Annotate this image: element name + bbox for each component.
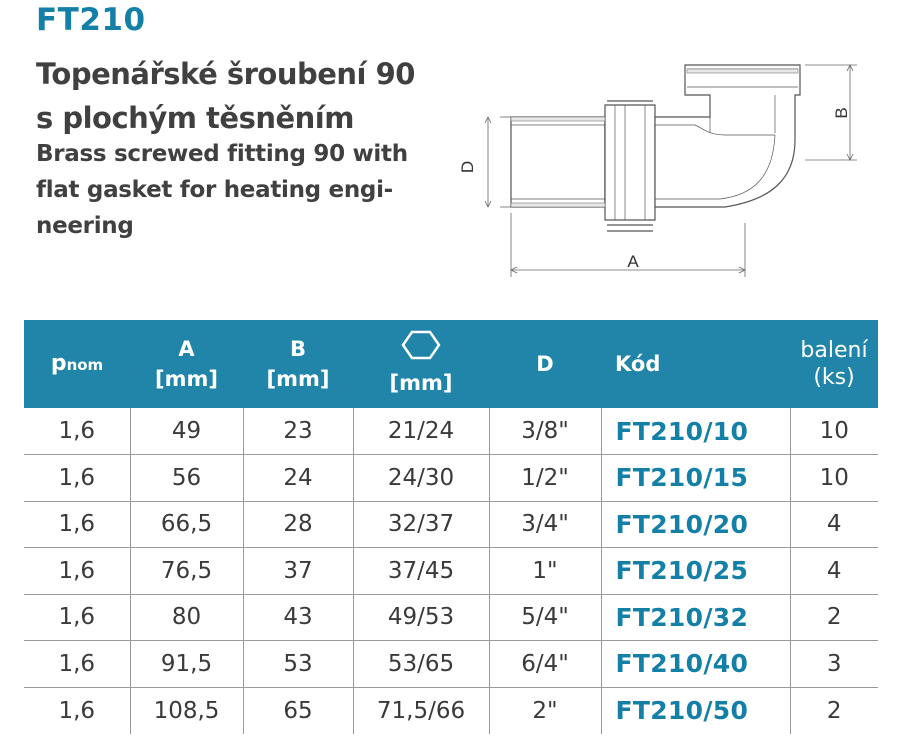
cell-a: 108,5 (130, 687, 243, 734)
hexagon-icon (353, 330, 489, 368)
product-specs-table (24, 320, 878, 734)
cell-d: 2" (489, 687, 601, 734)
title-czech-line-1: Topenářské šroubení 90 (36, 57, 415, 91)
header-a-label: A (178, 337, 195, 361)
cell-d: 1" (489, 548, 601, 595)
cell-baleni: 10 (790, 408, 878, 455)
cell-b: 28 (243, 501, 353, 548)
header-hex (353, 320, 489, 408)
cell-a: 49 (130, 408, 243, 455)
cell-pnom: 1,6 (24, 501, 130, 548)
cell-d: 6/4" (489, 641, 601, 688)
cell-d: 3/4" (489, 501, 601, 548)
cell-hex: 37/45 (353, 548, 489, 595)
title-english-line-2: flat gasket for heating engi- (36, 177, 393, 203)
cell-b: 37 (243, 548, 353, 595)
cell-pnom: 1,6 (24, 641, 130, 688)
header-pnom-sub: nom (66, 356, 104, 374)
title-czech-line-2: s plochým těsněním (36, 101, 354, 135)
cell-kod: FT210/25 (601, 548, 790, 595)
cell-hex: 32/37 (353, 501, 489, 548)
table-row (24, 687, 878, 734)
title-czech (36, 52, 415, 140)
title-english (36, 136, 408, 244)
table-row (24, 455, 878, 502)
cell-a: 80 (130, 594, 243, 641)
cell-kod: FT210/20 (601, 501, 790, 548)
cell-pnom: 1,6 (24, 687, 130, 734)
cell-hex: 53/65 (353, 641, 489, 688)
header-hex-unit: [mm] (389, 371, 453, 395)
header-pnom-main: p (50, 351, 67, 376)
title-english-line-3: neering (36, 213, 134, 239)
header-b-label: B (289, 337, 306, 361)
header-a-unit: [mm] (155, 367, 218, 391)
cell-pnom: 1,6 (24, 408, 130, 455)
header-baleni-label: balení (800, 338, 868, 363)
cell-baleni: 3 (790, 641, 878, 688)
cell-baleni: 4 (790, 548, 878, 595)
cell-a: 76,5 (130, 548, 243, 595)
product-code-title: FT210 (36, 2, 146, 38)
cell-pnom: 1,6 (24, 594, 130, 641)
cell-baleni: 4 (790, 501, 878, 548)
drawing-label-a: A (627, 252, 639, 271)
table-row (24, 501, 878, 548)
table-row (24, 548, 878, 595)
cell-kod: FT210/50 (601, 687, 790, 734)
cell-a: 91,5 (130, 641, 243, 688)
cell-hex: 49/53 (353, 594, 489, 641)
header-kod: Kód (615, 352, 661, 376)
drawing-label-d: D (458, 160, 477, 174)
header-baleni-unit: (ks) (813, 365, 855, 390)
table-header-row (24, 320, 878, 408)
cell-kod: FT210/40 (601, 641, 790, 688)
cell-pnom: 1,6 (24, 548, 130, 595)
table-row (24, 641, 878, 688)
header-a (130, 320, 243, 408)
table-row (24, 594, 878, 641)
cell-baleni: 2 (790, 594, 878, 641)
cell-d: 3/8" (489, 408, 601, 455)
cell-pnom: 1,6 (24, 455, 130, 502)
cell-hex: 24/30 (353, 455, 489, 502)
cell-baleni: 2 (826, 697, 842, 724)
fitting-technical-drawing (455, 55, 875, 287)
header-baleni (790, 320, 878, 408)
cell-kod: FT210/10 (601, 408, 790, 455)
cell-d: 5/4" (489, 594, 601, 641)
cell-kod: FT210/15 (601, 455, 790, 502)
cell-b: 23 (243, 408, 353, 455)
cell-kod: FT210/32 (601, 594, 790, 641)
header-b-unit: [mm] (266, 367, 330, 391)
cell-b: 53 (243, 641, 353, 688)
header-pnom (24, 320, 130, 408)
cell-baleni: 10 (790, 455, 878, 502)
cell-hex: 21/24 (353, 408, 489, 455)
cell-a: 66,5 (130, 501, 243, 548)
cell-b: 65 (243, 687, 353, 734)
title-english-line-1: Brass screwed fitting 90 with (36, 141, 408, 167)
cell-b: 24 (243, 455, 353, 502)
header-b (243, 320, 353, 408)
cell-a: 56 (130, 455, 243, 502)
header-d: D (536, 352, 554, 376)
cell-d: 1/2" (489, 455, 601, 502)
table-row (24, 408, 878, 455)
drawing-label-b: B (832, 107, 851, 119)
cell-hex: 71,5/66 (353, 687, 489, 734)
cell-b: 43 (243, 594, 353, 641)
